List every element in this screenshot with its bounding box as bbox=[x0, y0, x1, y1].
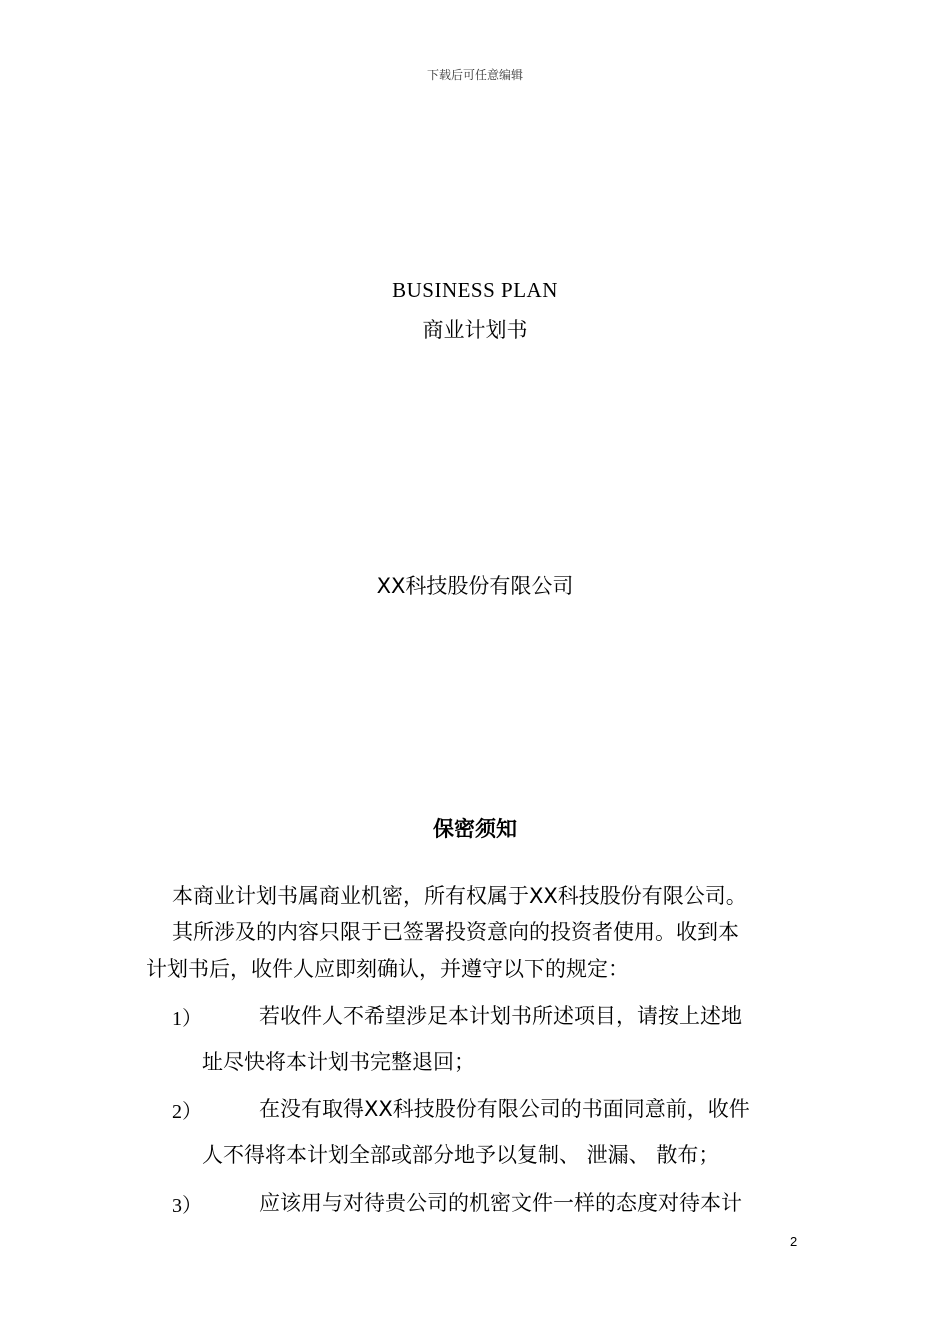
item-2-number: 2） bbox=[172, 1101, 202, 1123]
item-1-line-1: 若收件人不希望涉足本计划书所述项目，请按上述地 bbox=[259, 1004, 742, 1028]
intro-line-2: 其所涉及的内容只限于已签署投资意向的投资者使用。收到本 bbox=[172, 920, 739, 944]
title-english: BUSINESS PLAN bbox=[392, 278, 558, 302]
title-chinese: 商业计划书 bbox=[422, 318, 528, 342]
page-number: 2 bbox=[790, 1234, 798, 1249]
company-name: XX科技股份有限公司 bbox=[376, 574, 574, 598]
item-2-line-1: 在没有取得XX科技股份有限公司的书面同意前，收件 bbox=[259, 1097, 750, 1121]
item-3-line-1: 应该用与对待贵公司的机密文件一样的态度对待本计 bbox=[259, 1191, 742, 1215]
confidentiality-heading: 保密须知 bbox=[433, 817, 517, 841]
intro-line-3: 计划书后，收件人应即刻确认，并遵守以下的规定： bbox=[146, 957, 629, 981]
item-1-number: 1） bbox=[172, 1008, 202, 1030]
item-1-line-2: 址尽快将本计划书完整退回； bbox=[202, 1050, 475, 1074]
item-3-number: 3） bbox=[172, 1195, 202, 1217]
item-2-line-2: 人不得将本计划全部或部分地予以复制、 泄漏、 散布； bbox=[202, 1143, 720, 1167]
header-note: 下载后可任意编辑 bbox=[426, 68, 523, 82]
intro-line-1: 本商业计划书属商业机密，所有权属于XX科技股份有限公司。 bbox=[172, 884, 747, 908]
